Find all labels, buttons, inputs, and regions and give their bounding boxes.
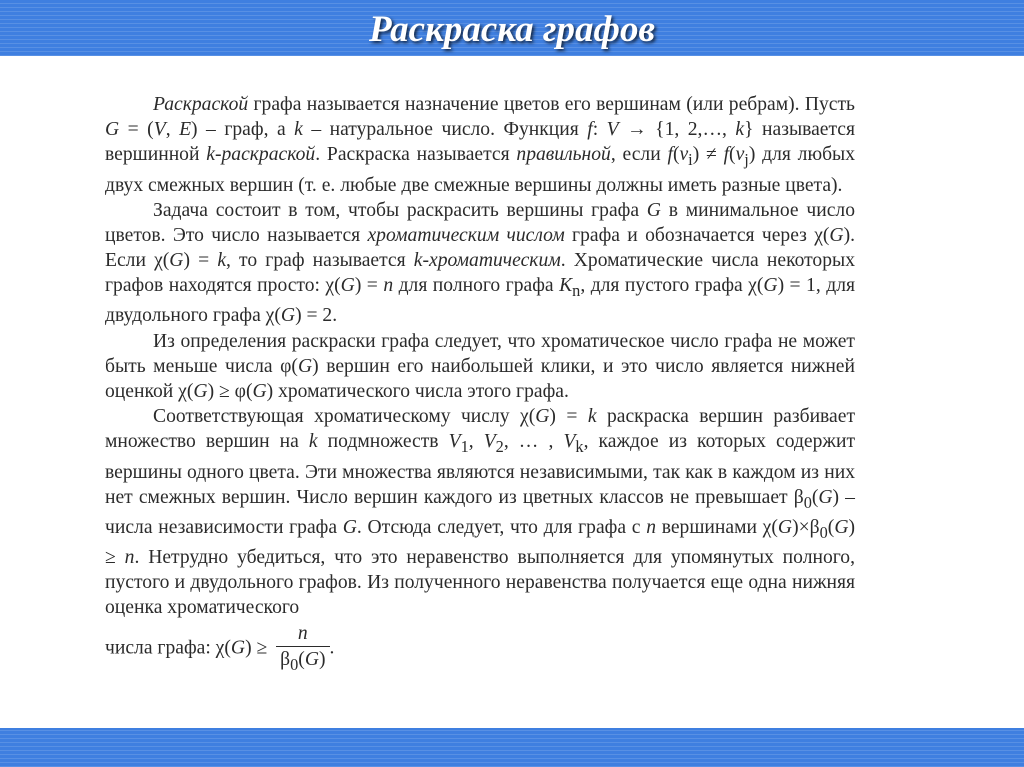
slide-title: Раскраска графов <box>368 9 656 50</box>
fraction-denominator: $\beta_0(G)$ <box>280 648 326 674</box>
fraction-formula <box>276 621 329 677</box>
paragraph-clique-bound: Из определения раскраски графа следует, что хроматическое число графа не может быть меньше числа φ(G) вершин его наибольшей клики, и это число является нижней оценкой χ(G) ≥ φ(G) хроматического числа этого графа. <box>105 330 855 403</box>
bottom-banner <box>0 728 1024 767</box>
paragraph-independence-bound: Соответствующая хроматическому числу χ(G) = k раскраска вершин разбивает множество вершин на k подмножеств $V_1$, $V_2$, … , $V_k$, каждое из которых содержит вершины одного цвета. Эти множества являются независимыми, так как в каждом из них нет смежных вершин. Число вершин каждого из цветных классов не превышает $\beta_0(G)$ – числа независимости графа G. Отсюда следует, что для графа с n вершинами $\chi(G)\times\beta_0(G) \ge n$. Нетрудно убедиться, что это неравенство выполняется для упомянутых полного, пустого и двудольного графов. Из полученного неравенства получается еще одна нижняя оценка хроматического <box>105 406 856 619</box>
paragraph-formula: числа графа: χ(G) ≥ $\frac{n}{\beta_0(G)}$ . <box>105 621 855 677</box>
paragraph-chromatic-number: Задача состоит в том, чтобы раскрасить вершины графа G в минимальное число цветов. Это число называется хроматическим числом графа и обозначается через χ(G). Если χ(G) = k, то граф называется k-хроматическим. Хроматические числа некоторых графов находятся просто: χ(G) = n для полного графа $K_n$, для пустого графа χ(G) = 1, для двудольного графа χ(G) = 2. <box>105 199 856 327</box>
slide-content <box>105 92 855 677</box>
paragraph-definition: Раскраской графа называется назначение цветов его вершинам (или ребрам). Пусть G = (V, E) – граф, а k – натуральное число. Функция f: V → {1, 2,…, k} называется вершинной k-раскраской. Раскраска называется правильной, если $f(v_i) \ne f(v_j)$ для любых двух смежных вершин (т. е. любые две смежные вершины должны иметь разные цвета). <box>105 94 856 196</box>
fraction-numerator: n <box>276 621 329 647</box>
